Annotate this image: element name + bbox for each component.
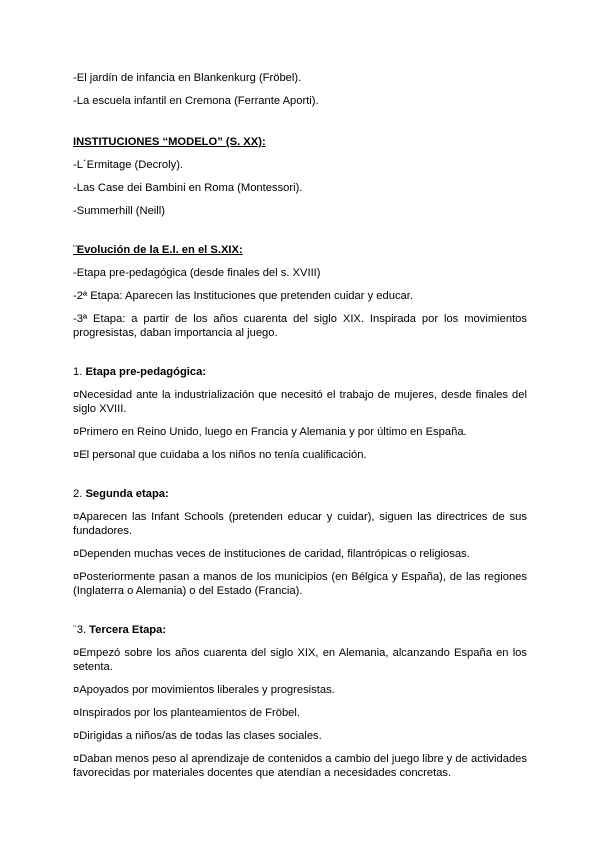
- evolucion-heading: ¨Evolución de la E.I. en el S.XIX:: [73, 244, 243, 256]
- section-title: Tercera Etapa:: [89, 624, 167, 636]
- list-item: ¤Dependen muchas veces de instituciones de caridad, filantrópicas o religiosas.: [73, 548, 470, 560]
- list-item: ¤Inspirados por los planteamientos de Fröbel.: [73, 707, 300, 719]
- section-title: Etapa pre-pedagógica:: [85, 366, 207, 378]
- list-item: ¤El personal que cuidaba a los niños no tenía cualificación.: [73, 449, 367, 461]
- etapa2-heading: [73, 487, 527, 501]
- list-item: -Etapa pre-pedagógica (desde finales del s. XVIII): [73, 267, 321, 279]
- list-item: ¤Necesidad ante la industrialización que necesitó el trabajo de mujeres, desde finales del siglo XVIII.: [73, 389, 527, 415]
- section-number: ¨3.: [73, 624, 90, 636]
- list-item: ¤Dirigidas a niños/as de todas las clases sociales.: [73, 730, 322, 742]
- section-title: Segunda etapa:: [85, 488, 169, 500]
- list-item: ¤Empezó sobre los años cuarenta del siglo XIX, en Alemania, alcanzando España en los setenta.: [73, 647, 527, 673]
- list-item: -L´Ermitage (Decroly).: [73, 159, 184, 171]
- list-item: -Las Case dei Bambini en Roma (Montessori).: [73, 182, 303, 194]
- list-item: ¤Posteriormente pasan a manos de los municipios (en Bélgica y España), de las regiones (Inglaterra o Alemania) o del Estado (Francia).: [73, 571, 527, 597]
- intro-line: -La escuela infantil en Cremona (Ferrante Aporti).: [73, 95, 319, 107]
- intro-line: -El jardín de infancia en Blankenkurg (Fröbel).: [73, 72, 302, 84]
- section-number: 2.: [73, 488, 86, 500]
- etapa1-heading: [73, 365, 527, 379]
- list-item: -3ª Etapa: a partir de los años cuarenta del siglo XIX. Inspirada por los movimientos progresistas, daban importancia al juego.: [73, 313, 527, 339]
- section-number: 1.: [73, 366, 86, 378]
- instituciones-heading: INSTITUCIONES “MODELO” (S. XX):: [73, 136, 266, 148]
- document-body: [73, 71, 527, 780]
- list-item: ¤Primero en Reino Unido, luego en Francia y Alemania y por último en España.: [73, 426, 467, 438]
- list-item: -2ª Etapa: Aparecen las Instituciones que pretenden cuidar y educar.: [73, 290, 413, 302]
- list-item: ¤Daban menos peso al aprendizaje de contenidos a cambio del juego libre y de actividades favorecidas por materiales docentes que atendían a necesidades concretas.: [73, 753, 527, 779]
- etapa3-heading: [73, 623, 527, 637]
- list-item: ¤Aparecen las Infant Schools (pretenden educar y cuidar), siguen las directrices de sus fundadores.: [73, 511, 527, 537]
- list-item: -Summerhill (Neill): [73, 205, 165, 217]
- list-item: ¤Apoyados por movimientos liberales y progresistas.: [73, 684, 335, 696]
